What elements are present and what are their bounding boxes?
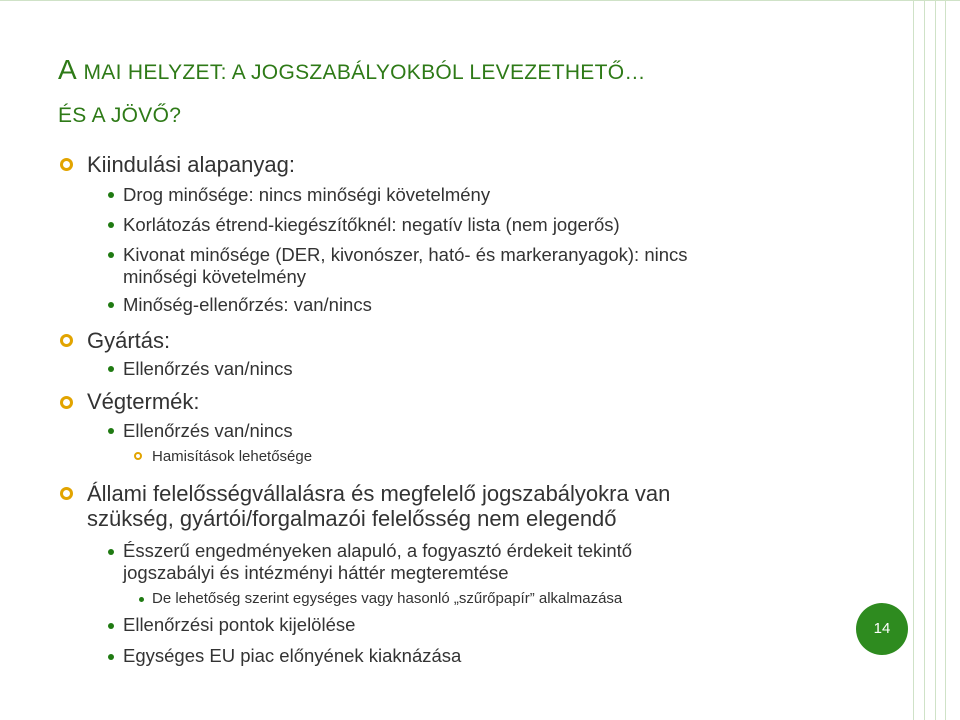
slide-title	[58, 50, 646, 136]
list-item: Drog minősége: nincs minőségi követelmény	[123, 184, 491, 205]
dot-bullet-icon	[139, 597, 144, 602]
dot-bullet-icon	[108, 549, 114, 555]
page-number-badge: 14	[856, 603, 908, 655]
heading-kiindulas: Kiindulási alapanyag:	[87, 152, 295, 177]
heading-allami: Állami felelősségvállalásra és megfelelő jogszabályokra van	[87, 481, 671, 506]
list-item: Ellenőrzés van/nincs	[123, 358, 293, 379]
list-item: Kivonat minősége (DER, kivonószer, ható- és markeranyagok): nincs	[123, 244, 688, 265]
sub-list-item: De lehetőség szerint egységes vagy hasonló „szűrőpapír” alkalmazása	[152, 590, 623, 607]
frame-line-2	[924, 0, 925, 720]
dot-bullet-icon	[108, 222, 114, 228]
dot-bullet-icon	[108, 654, 114, 660]
dot-bullet-icon	[108, 302, 114, 308]
frame-top-line	[0, 0, 960, 1]
title-line-2: ÉS A JÖVŐ?	[58, 104, 182, 127]
list-item: Korlátozás étrend-kiegészítőknél: negatív lista (nem jogerős)	[123, 214, 620, 235]
frame-line-3	[935, 0, 936, 720]
ring-bullet-icon	[60, 158, 73, 171]
list-item: Ellenőrzés van/nincs	[123, 420, 293, 441]
list-item: Egységes EU piac előnyének kiaknázása	[123, 645, 462, 666]
list-item-continuation: minőségi követelmény	[123, 266, 307, 287]
dot-bullet-icon	[108, 366, 114, 372]
dot-bullet-icon	[108, 192, 114, 198]
ring-bullet-icon	[134, 452, 142, 460]
sub-list-item: Hamisítások lehetősége	[152, 448, 313, 465]
list-item: Ésszerű engedményeken alapuló, a fogyasztó érdekeit tekintő	[123, 540, 633, 561]
list-item: Ellenőrzési pontok kijelölése	[123, 614, 356, 635]
dot-bullet-icon	[108, 623, 114, 629]
dot-bullet-icon	[108, 428, 114, 434]
list-item-continuation: jogszabályi és intézményi háttér megteremtése	[123, 562, 509, 583]
list-item: Minőség-ellenőrzés: van/nincs	[123, 294, 372, 315]
heading-vegtermek: Végtermék:	[87, 389, 200, 414]
dot-bullet-icon	[108, 252, 114, 258]
ring-bullet-icon	[60, 334, 73, 347]
frame-line-4	[945, 0, 946, 720]
frame-line-1	[913, 0, 914, 720]
ring-bullet-icon	[60, 487, 73, 500]
ring-bullet-icon	[60, 396, 73, 409]
heading-gyartas: Gyártás:	[87, 328, 171, 353]
title-line-1: A MAI HELYZET: A JOGSZABÁLYOKBÓL LEVEZETHETŐ…	[58, 54, 646, 85]
heading-allami-continuation: szükség, gyártói/forgalmazói felelősség nem elegendő	[87, 506, 617, 531]
